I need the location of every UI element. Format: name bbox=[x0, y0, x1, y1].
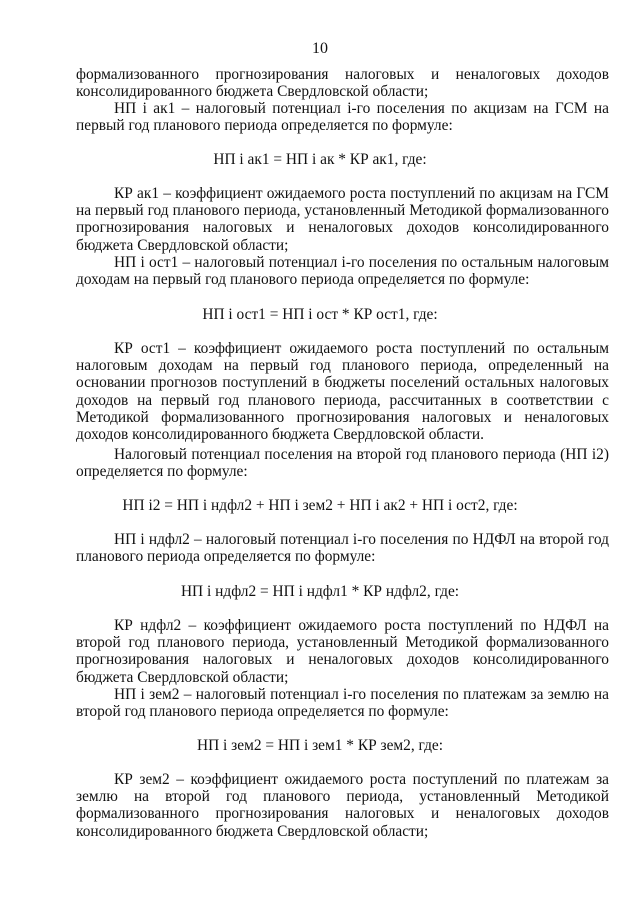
formula-np-zem2: НП i зем2 = НП i зем1 * КР зем2, где: bbox=[196, 737, 444, 754]
paragraph-continuation: формализованного прогнозирования налоговых и неналоговых доходов консолидированного бюджета Свердловской области; bbox=[76, 66, 609, 101]
formula-np-ak1: НП i ак1 = НП i ак * КР ак1, где: bbox=[213, 151, 427, 168]
paragraph-np-ost1-intro: НП i ост1 – налоговый потенциал i-го поселения по остальным налоговым доходам на первый год планового периода определяется по формуле: bbox=[76, 254, 609, 289]
formula-np-ndfl2: НП i ндфл2 = НП i ндфл1 * КР ндфл2, где: bbox=[180, 583, 460, 600]
paragraph-np-i2-intro: Налоговый потенциал поселения на второй год планового периода (НП i2) определяется по формуле: bbox=[76, 446, 609, 481]
paragraph-np-zem2-intro: НП i зем2 – налоговый потенциал i-го поселения по платежам за землю на второй год планового периода определяется по формуле: bbox=[76, 686, 609, 721]
paragraph-kr-ak1: КР ак1 – коэффициент ожидаемого роста поступлений по акцизам на ГСМ на первый год планового периода, установленный Методикой формализованного прогнозирования налоговых и неналоговых доходов консолидированного бюджета Свердловской области; bbox=[76, 185, 609, 254]
paragraph-kr-ost1: КР ост1 – коэффициент ожидаемого роста поступлений по остальным налоговым доходам на первый год планового периода, определенный на основании прогнозов поступлений в бюджеты поселений остальных налоговых доходов на первый год планового периода, рассчитанных в соответствии с Методикой формализованного прогнозирования налоговых и неналоговых доходов консолидированного бюджета Свердловской области. bbox=[76, 340, 609, 444]
formula-np-ost1: НП i ост1 = НП i ост * КР ост1, где: bbox=[202, 306, 438, 323]
paragraph-np-ak1-intro: НП i ак1 – налоговый потенциал i-го поселения по акцизам на ГСМ на первый год планового периода определяется по формуле: bbox=[76, 100, 609, 135]
formula-np-i2: НП i2 = НП i ндфл2 + НП i зем2 + НП i ак2 + НП i ост2, где: bbox=[122, 497, 518, 514]
paragraph-kr-ndfl2: КР ндфл2 – коэффициент ожидаемого роста поступлений по НДФЛ на второй год планового периода, установленный Методикой формализованного прогнозирования налоговых и неналоговых доходов консолидированного бюджета Свердловской области; bbox=[76, 617, 609, 686]
paragraph-np-ndfl2-intro: НП i ндфл2 – налоговый потенциал i-го поселения по НДФЛ на второй год планового периода определяется по формуле: bbox=[76, 531, 609, 566]
paragraph-kr-zem2: КР зем2 – коэффициент ожидаемого роста поступлений по платежам за землю на второй год планового периода, установленный Методикой формализованного прогнозирования налоговых и неналоговых доходов консолидированного бюджета Свердловской области; bbox=[76, 771, 609, 840]
page-number: 10 bbox=[312, 40, 328, 57]
